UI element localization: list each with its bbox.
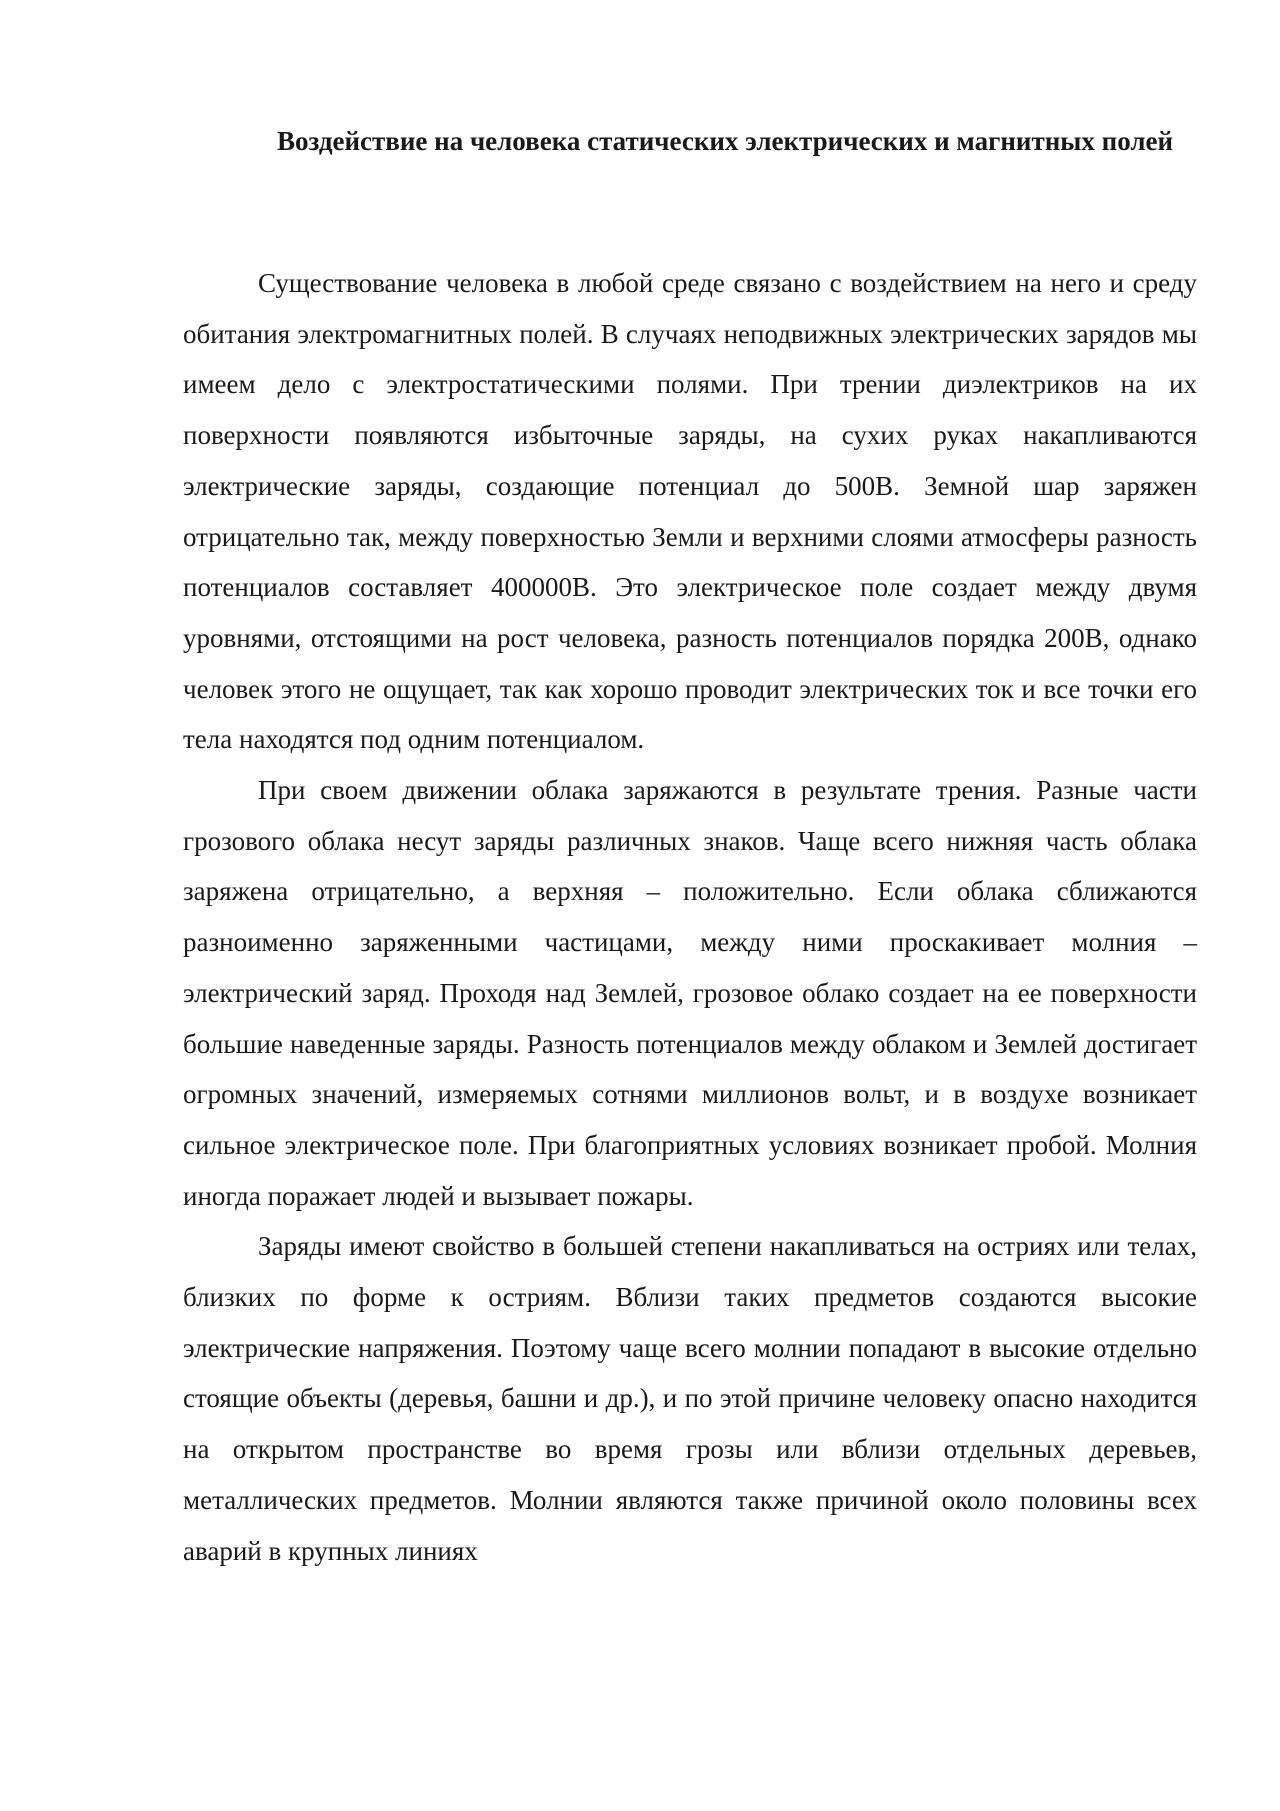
paragraph-2: При своем движении облака заряжаются в результате трения. Разные части грозового облака несут заряды различных знаков. Чаще всего нижняя часть облака заряжена отрицательно, а верхняя – положительно. Если облака сближаются разноименно заряженными частицами, между ними проскакивает молния – электрический заряд. Проходя над Землей, грозовое облако создает на ее поверхности большие наведенные заряды. Разность потенциалов между облаком и Землей достигает огромных значений, измеряемых сотнями миллионов вольт, и в воздухе возникает сильное электрическое поле. При благоприятных условиях возникает пробой. Молния иногда поражает людей и вызывает пожары. <box>183 775 1197 1211</box>
document-body <box>183 258 1197 1576</box>
document-title: Воздействие на человека статических электрических и магнитных полей <box>276 126 1174 156</box>
paragraph-1: Существование человека в любой среде связано с воздействием на него и среду обитания электромагнитных полей. В случаях неподвижных электрических зарядов мы имеем дело с электростатическими полями. При трении диэлектриков на их поверхности появляются избыточные заряды, на сухих руках накапливаются электрические заряды, создающие потенциал до 500В. Земной шар заряжен отрицательно так, между поверхностью Земли и верхними слоями атмосферы разность потенциалов составляет 400000В. Это электрическое поле создает между двумя уровнями, отстоящими на рост человека, разность потенциалов порядка 200В, однако человек этого не ощущает, так как хорошо проводит электрических ток и все точки его тела находятся под одним потенциалом. <box>183 268 1197 755</box>
paragraph-3: Заряды имеют свойство в большей степени накапливаться на остриях или телах, близких по форме к остриям. Вблизи таких предметов создаются высокие электрические напряжения. Поэтому чаще всего молнии попадают в высокие отдельно стоящие объекты (деревья, башни и др.), и по этой причине человеку опасно находится на открытом пространстве во время грозы или вблизи отдельных деревьев, металлических предметов. Молнии являются также причиной около половины всех аварий в крупных линиях <box>183 1231 1197 1566</box>
